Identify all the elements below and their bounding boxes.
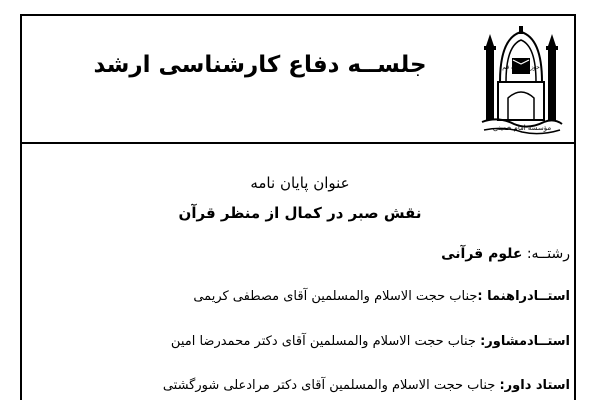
logo-text-bottom: مؤسسه امام خمینی <box>492 124 552 132</box>
examiner-label: استاد داور: <box>499 378 570 393</box>
advisor-value: جناب حجت الاسلام والمسلمین آقای دکتر محمدرضا امین <box>170 334 476 349</box>
advisor-label: استــادمشاور: <box>480 334 570 349</box>
supervisor-line <box>193 287 570 307</box>
institution-logo-icon <box>478 24 564 136</box>
supervisor-value: جناب حجت الاسلام والمسلمین آقای مصطفی کریمی <box>193 289 478 304</box>
examiner-line <box>163 376 570 396</box>
examiner-value: جناب حجت الاسلام والمسلمین آقای دکتر مرادعلی شورگشتی <box>162 378 496 393</box>
field-of-study <box>441 244 570 264</box>
logo-text-top: حوزه علمیه قم <box>502 64 540 71</box>
advisor-line <box>171 332 570 352</box>
field-label: رشتــه: <box>526 246 570 262</box>
supervisor-label: استــادراهنما : <box>477 289 570 304</box>
page-title: جلســه دفاع کارشناسی ارشد <box>93 52 427 78</box>
thesis-title-label: عنوان پایان نامه <box>250 174 350 192</box>
thesis-title: نقش صبر در کمال از منظر قرآن <box>178 204 422 222</box>
field-value: علوم قرآنی <box>441 246 523 262</box>
header-divider <box>20 142 576 144</box>
